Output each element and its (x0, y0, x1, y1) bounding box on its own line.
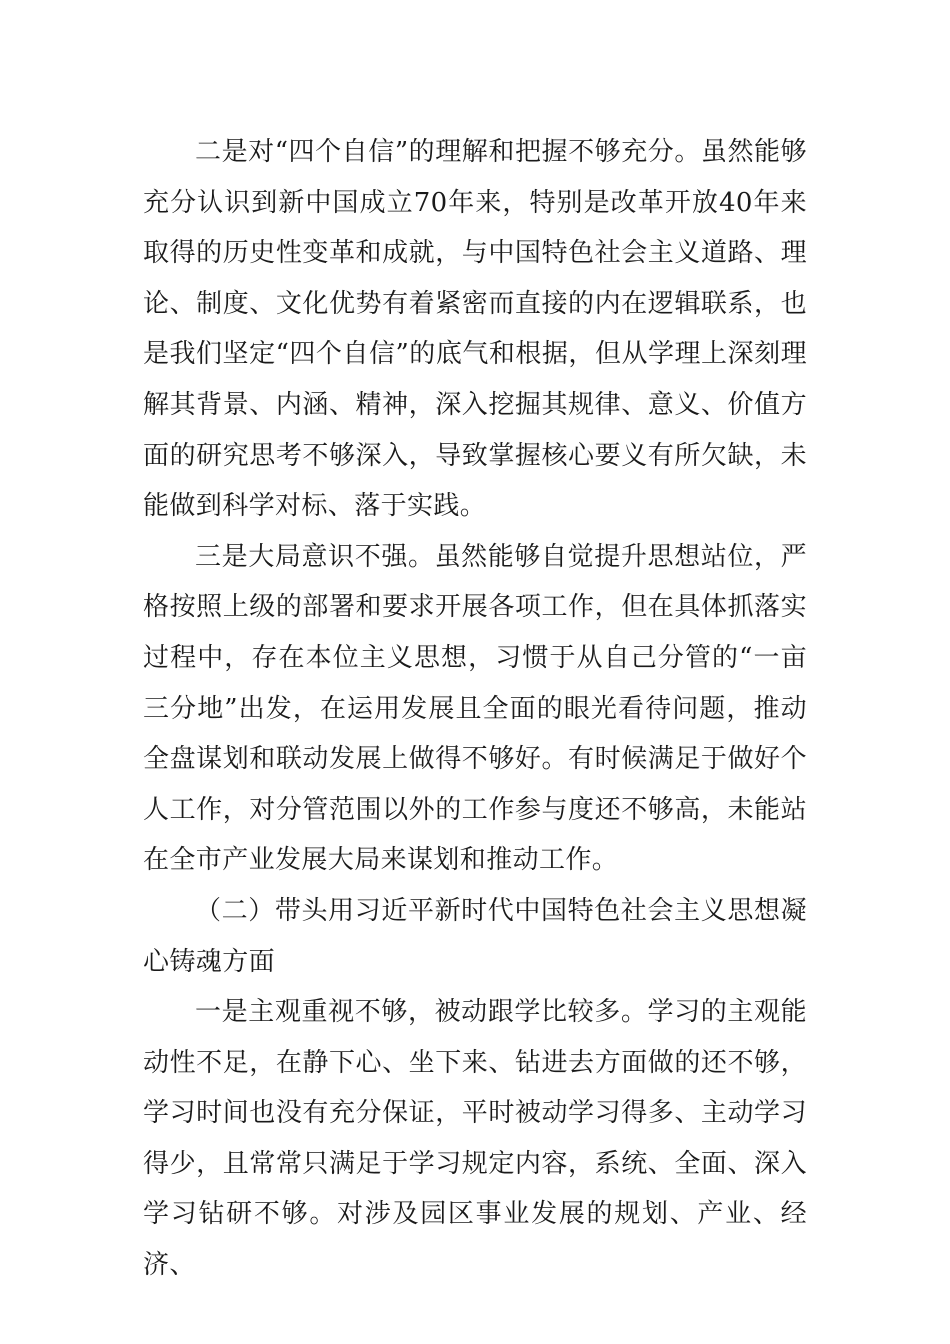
paragraph-overall-awareness: 三是大局意识不强。虽然能够自觉提升思想站位，严格按照上级的部署和要求开展各项工作，但在具体抓落实过程中，存在本位主义思想，习惯于从自己分管的“一亩三分地”出发，在运用发展且全面的眼光看待问题，推动全盘谋划和联动发展上做得不够好。有时候满足于做好个人工作，对分管范围以外的工作参与度还不够高，未能站在全市产业发展大局来谋划和推动工作。 (143, 541, 807, 876)
paragraph-four-confidences: 二是对“四个自信”的理解和把握不够充分。虽然能够充分认识到新中国成立70年来，特别是改革开放40年来取得的历史性变革和成就，与中国特色社会主义道路、理论、制度、文化优势有着紧密而直接的内在逻辑联系，也是我们坚定“四个自信”的底气和根据，但从学理上深刻理解其背景、内涵、精神，深入挖掘其规律、意义、价值方面的研究思考不够深入，导致掌握核心要义有所欠缺，未能做到科学对标、落于实践。 (143, 137, 807, 522)
document-body (143, 127, 807, 1291)
section-heading-2: （二）带头用习近平新时代中国特色社会主义思想凝心铸魂方面 (143, 895, 807, 977)
paragraph-subjective-emphasis: 一是主观重视不够，被动跟学比较多。学习的主观能动性不足，在静下心、坐下来、钻进去方面做的还不够，学习时间也没有充分保证，平时被动学习得多、主动学习得少，且常常只满足于学习规定内容，系统、全面、深入学习钻研不够。对涉及园区事业发展的规划、产业、经济、 (143, 997, 807, 1281)
